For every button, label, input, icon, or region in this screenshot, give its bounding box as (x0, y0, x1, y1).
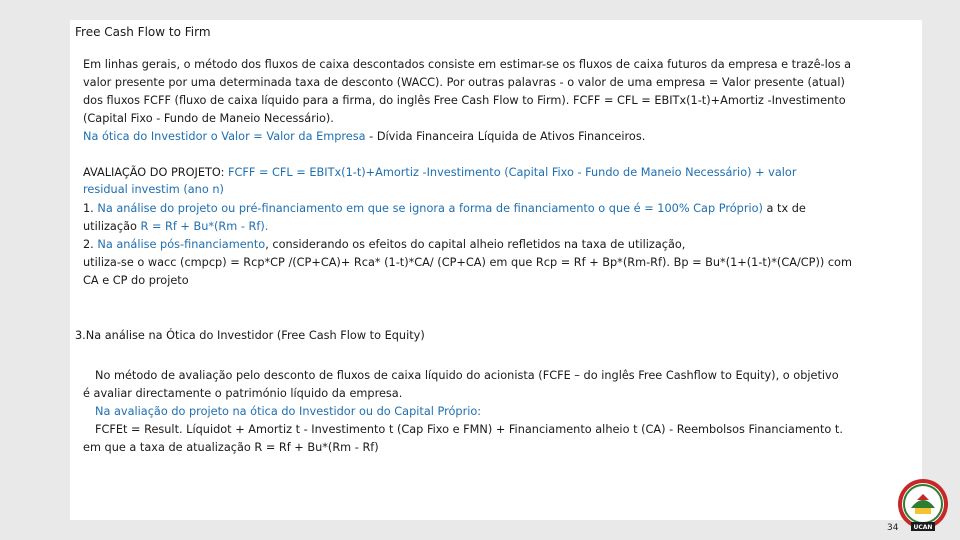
equity-line-3: Na avaliação do projeto na ótica do Investidor ou do Capital Próprio: (95, 405, 482, 418)
avaliacao-line-2: residual investim (ano n) (83, 183, 224, 196)
item-2-number: 2. (83, 238, 98, 251)
post-financing-text: Na análise pós-financiamento (97, 238, 266, 251)
logo-text: UCAN (913, 524, 933, 531)
intro-line-2: valor presente por uma determinada taxa de desconto (WACC). Por outras palavras - o valor de uma empresa = Valor presente (atual) (83, 76, 845, 89)
page-number: 34 (887, 523, 899, 533)
equity-line-1: No método de avaliação pelo desconto de fluxos de caixa líquido do acionista (FCFE – do inglês Free Cashflow to Equity), o objetivo (95, 369, 839, 382)
slide-title: Free Cash Flow to Firm (75, 25, 211, 39)
pre-financing-text: Na análise do projeto ou pré-financiamento em que se ignora a forma de financiamento o que é = 100% Cap Próprio) (97, 202, 763, 215)
avaliacao-line-1 (83, 164, 796, 182)
post-financing-rest: , considerando os efeitos do capital alheio refletidos na taxa de utilização, (265, 238, 686, 251)
avaliacao-fcff-formula: FCFF = CFL = EBITx(1-t)+Amortiz -Investimento (Capital Fixo - Fundo de Maneio Necessário) + valor (224, 166, 797, 179)
avaliacao-line-5 (83, 236, 685, 254)
avaliacao-line-7: CA e CP do projeto (83, 274, 189, 287)
intro-line-1: Em linhas gerais, o método dos fluxos de caixa descontados consiste em estimar-se os fluxos de caixa futuros da empresa e trazê-los a (83, 58, 852, 71)
equity-line-4: FCFEt = Result. Líquidot + Amortiz t - Investimento t (Cap Fixo e FMN) + Financiamento alheio t (CA) - Reembolsos Financiamento t. (95, 423, 843, 436)
university-logo (895, 478, 951, 534)
investor-value-text: Na ótica do Investidor o Valor = Valor da Empresa (83, 130, 366, 143)
item-1-number: 1. (83, 202, 98, 215)
avaliacao-line-6: utiliza-se o wacc (cmpcp) = Rcp*CP /(CP+CA)+ Rca* (1-t)*CA/ (CP+CA) em que Rcp = Rf + Bp*(Rm-Rf). Bp = Bu*(1+(1-t)*(CA/CP)) com (83, 256, 852, 269)
equity-line-5: em que a taxa de atualização R = Rf + Bu*(Rm - Rf) (83, 441, 379, 454)
investor-value-rest: - Dívida Financeira Líquida de Ativos Financeiros. (365, 130, 646, 143)
avaliacao-heading: AVALIAÇÃO DO PROJETO: (83, 166, 225, 179)
avaliacao-line-4 (83, 218, 268, 236)
avaliacao-line-3 (83, 200, 806, 218)
intro-line-4: (Capital Fixo - Fundo de Maneio Necessário). (83, 112, 334, 125)
equity-line-2: é avaliar directamente o património líquido da empresa. (83, 387, 403, 400)
utilizacao-label: utilização (83, 220, 141, 233)
intro-line-3: dos fluxos FCFF (fluxo de caixa líquido para a firma, do inglês Free Cash Flow to Firm). FCFF = CFL = EBITx(1-t)+Amortiz -Investimento (83, 94, 846, 107)
pre-financing-rest: a tx de (762, 202, 806, 215)
intro-line-5 (83, 128, 645, 146)
equity-heading: 3.Na análise na Ótica do Investidor (Free Cash Flow to Equity) (75, 329, 425, 342)
capm-formula: R = Rf + Bu*(Rm - Rf). (140, 220, 269, 233)
